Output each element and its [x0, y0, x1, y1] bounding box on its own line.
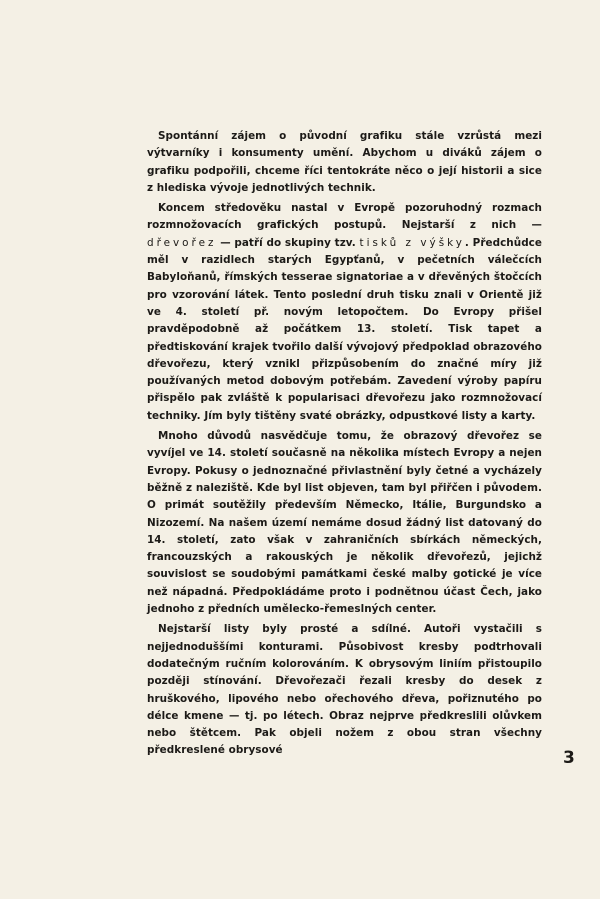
term-drevorez: dřevořez: [147, 236, 217, 249]
paragraph-2-text-end: . Předchůdce měl v razidlech starých Egypťanů, v pečetních válečcích Babyloňanů, římských tesserae signatoriae a v dřevěných štočcích pro vzorování látek. Tento poslední druh tisku znali v Orientě již ve 4. století př. novým letopočtem. Do Evropy přišel pravděpodobně až počátkem 13. století. Tisk tapet a předtiskování krajek tvořilo další vývojový předpoklad obrazového dřevořezu, který vznikl přizpůsobením do značné míry již používaných metod dobovým potřebám. Zavedení výroby papíru přispělo pak zvláště k popularisaci dřevořezu jako rozmnožovací techniky. Jím byly tištěny svaté obrázky, odpustkové listy a karty.: [147, 236, 542, 422]
page-number: 3: [563, 748, 575, 768]
paragraph-1: [147, 128, 542, 197]
paragraph-4-text: Nejstarší listy byly prosté a sdílné. Autoři vystačili s nejjednoduššími konturami. Působivost kresby podtrhovali dodatečným ručním kolorováním. K obrysovým liniím přistoupilo později stínování. Dřevořezači řezali kresby do desek z hruškového, lipového nebo ořechového dřeva, pořiznutého po délce kmene — tj. po létech. Obraz nejprve předkreslili olůvkem nebo štětcem. Pak objeli nožem z obou stran všechny předkreslené obrysové: [147, 623, 542, 757]
paragraph-1-text: Spontánní zájem o původní grafiku stále vzrůstá mezi výtvarníky i konsumenty umění. Abychom u diváků zájem o grafiku podpořili, chceme říci tentokráte něco o její historii a sice z hlediska vývoje jednotlivých technik.: [147, 130, 542, 194]
paragraph-3-text: Mnoho důvodů nasvědčuje tomu, že obrazový dřevořez se vyvíjel ve 14. století současně na několika místech Evropy a nejen Evropy. Pokusy o jednoznačné přivlastnění byly četné a vycházely běžně z naleziště. Kde byl list objeven, tam byl přiřčen i původem. O primát soutěžily především Německo, Itálie, Burgundsko a Nizozemí. Na našem území nemáme dosud žádný list datovaný do 14. století, zato však v zahraničních sbírkách německých, francouzských a rakouských je několik dřevořezů, jejichž souvislost se soudobými památkami české malby gotické je více než nápadná. Předpokládáme proto i podnětnou účast Čech, jako jednoho z předních umělecko-řemeslných center.: [147, 430, 542, 616]
paragraph-2: [147, 200, 542, 425]
body-text: [147, 128, 542, 763]
paragraph-3: [147, 428, 542, 618]
term-tisku-z-vysky: tisků z výšky: [359, 236, 465, 249]
paragraph-4: [147, 621, 542, 759]
paragraph-2-text-middle: — patří do skupiny tzv.: [216, 236, 360, 249]
paragraph-2-text-start: Koncem středověku nastal v Evropě pozoruhodný rozmach rozmnožovacích grafických postupů. Nejstarší z nich —: [147, 202, 542, 232]
